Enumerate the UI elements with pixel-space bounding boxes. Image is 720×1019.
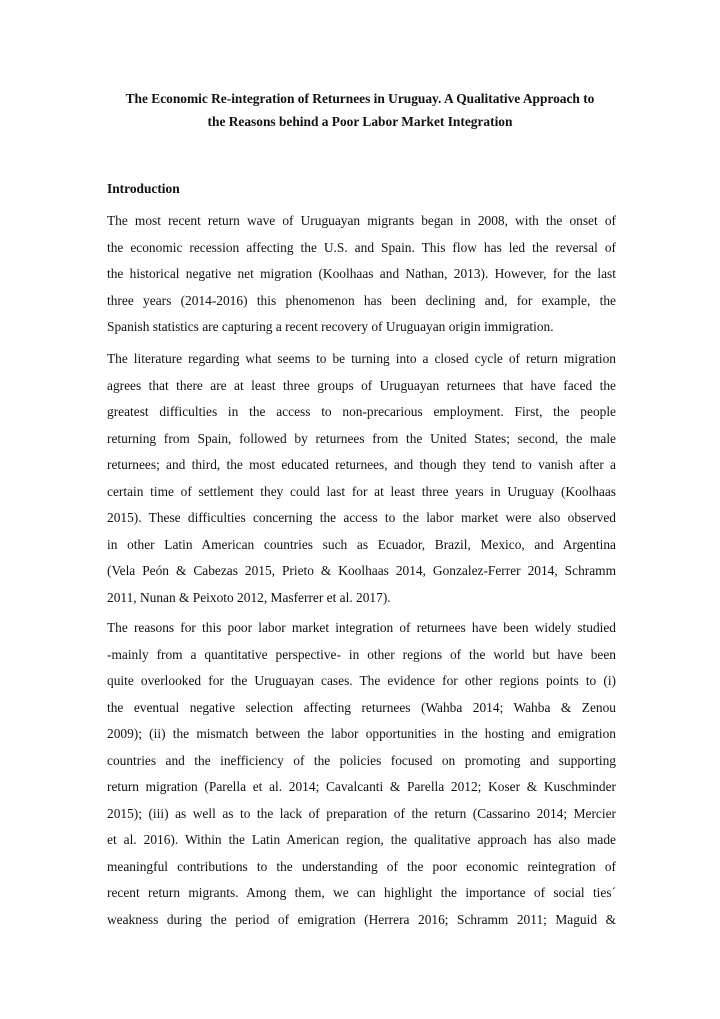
text-line: returning from Spain, followed by returnees from the United States; second, the male xyxy=(107,430,616,446)
text-line: the economic recession affecting the U.S. and Spain. This flow has led the reversal of xyxy=(107,239,616,255)
text-line: greatest difficulties in the access to non-precarious employment. First, the people xyxy=(107,404,616,419)
paragraph-2 xyxy=(107,346,616,611)
text-line: return migration (Parella et al. 2014; Cavalcanti & Parella 2012; Koser & Kuschminder xyxy=(107,779,616,794)
text-line: recent return migrants. Among them, we can highlight the importance of social ties´ xyxy=(107,885,616,900)
text-line: in other Latin American countries such as Ecuador, Brazil, Mexico, and Argentina xyxy=(107,536,616,552)
text-line: 2009); (ii) the mismatch between the labor opportunities in the hosting and emigration xyxy=(107,726,616,741)
section-heading: Introduction xyxy=(107,181,180,196)
text-line: The reasons for this poor labor market integration of returnees have been widely studied xyxy=(107,620,616,635)
text-line: 2015); (iii) as well as to the lack of preparation of the return (Cassarino 2014; Mercier xyxy=(107,805,616,821)
text-line: -mainly from a quantitative perspective- in other regions of the world but have been xyxy=(107,646,616,662)
text-line: (Vela Peón & Cabezas 2015, Prieto & Koolhaas 2014, Gonzalez-Ferrer 2014, Schramm xyxy=(107,563,616,578)
text-line: The most recent return wave of Uruguayan migrants began in 2008, with the onset of xyxy=(107,213,616,228)
text-line: agrees that there are at least three groups of Uruguayan returnees that have faced the xyxy=(107,377,616,393)
paragraph-3 xyxy=(107,615,616,933)
text-line: the eventual negative selection affecting returnees (Wahba 2014; Wahba & Zenou xyxy=(107,699,616,715)
text-line: et al. 2016). Within the Latin American region, the qualitative approach has also made xyxy=(107,832,616,847)
paper-title-line-2: the Reasons behind a Poor Labor Market Integration xyxy=(207,114,513,129)
paper-title-line-1: The Economic Re-integration of Returnees in Uruguay. A Qualitative Approach to xyxy=(125,91,595,106)
text-line: the historical negative net migration (Koolhaas and Nathan, 2013). However, for the last xyxy=(107,266,616,281)
text-line: Spanish statistics are capturing a recent recovery of Uruguayan origin immigration. xyxy=(107,319,554,334)
text-line: meaningful contributions to the understanding of the poor economic reintegration of xyxy=(107,858,616,874)
text-line: quite overlooked for the Uruguayan cases. The evidence for other regions points to (i) xyxy=(107,673,616,688)
text-line: returnees; and third, the most educated returnees, and though they tend to vanish after a xyxy=(107,457,616,472)
text-line: weakness during the period of emigration (Herrera 2016; Schramm 2011; Maguid & xyxy=(107,911,616,927)
text-line: countries and the inefficiency of the policies focused on promoting and supporting xyxy=(107,752,616,768)
text-line: three years (2014-2016) this phenomenon has been declining and, for example, the xyxy=(107,292,616,308)
text-line: 2011, Nunan & Peixoto 2012, Masferrer et al. 2017). xyxy=(107,589,391,605)
text-line: The literature regarding what seems to be turning into a closed cycle of return migration xyxy=(107,351,616,366)
paragraph-1 xyxy=(107,208,616,341)
text-line: 2015). These difficulties concerning the access to the labor market were also observed xyxy=(107,510,616,525)
text-line: certain time of settlement they could last for at least three years in Uruguay (Koolhaas xyxy=(107,483,616,499)
